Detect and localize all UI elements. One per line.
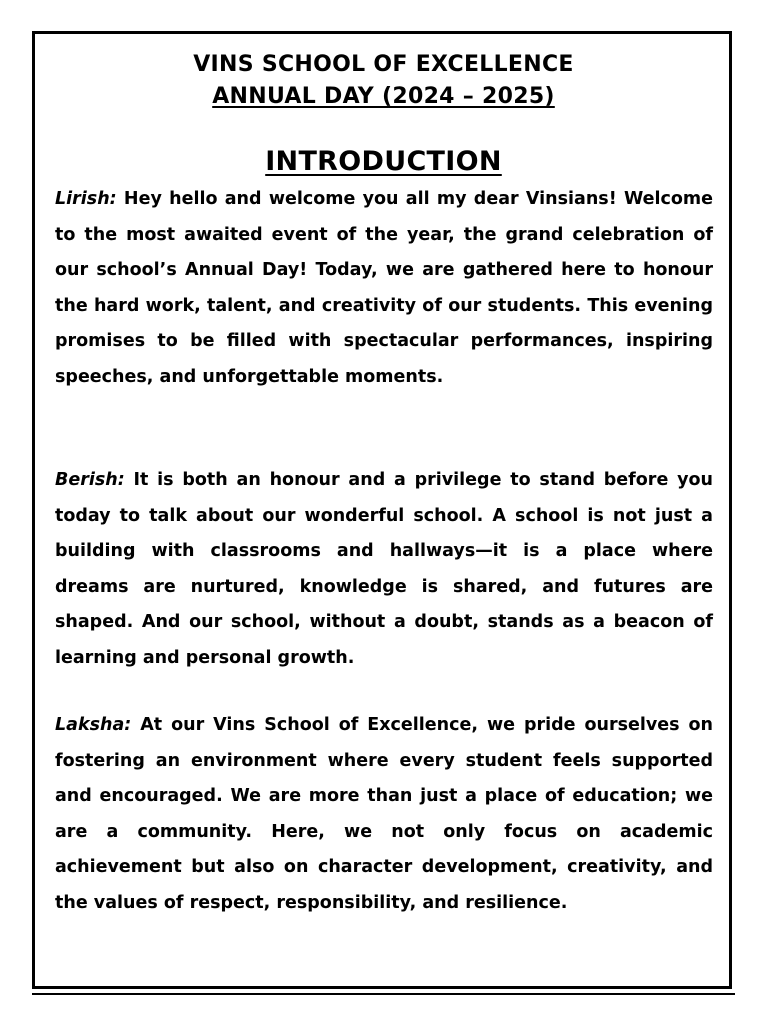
paragraph-text: It is both an honour and a privilege to stand before you today to talk about our wonderful school. A school is not just a building with classrooms and hallways—it is a place where dreams are nurtured, knowledge is shared, and futures are shaped. And our school, without a doubt, stands as a beacon of learning and personal growth.: [55, 470, 713, 668]
paragraph-laksha: [55, 708, 713, 921]
event-title: ANNUAL DAY (2024 – 2025): [212, 84, 555, 109]
paragraph-text: At our Vins School of Excellence, we pride ourselves on fostering an environment where every student feels supported and encouraged. We are more than just a place of education; we are a community. Here, we not only focus on academic achievement but also on character development, creativity, and the values of respect, responsibility, and resilience.: [55, 715, 713, 913]
school-name: VINS SCHOOL OF EXCELLENCE: [193, 52, 574, 77]
paragraph-berish: [55, 463, 713, 676]
speaker-name: Berish:: [55, 470, 125, 490]
section-title: INTRODUCTION: [265, 146, 502, 177]
speaker-name: Lirish:: [55, 189, 117, 209]
paragraph-text: Hey hello and welcome you all my dear Vinsians! Welcome to the most awaited event of the year, the grand celebration of our school’s Annual Day! Today, we are gathered here to honour the hard work, talent, and creativity of our students. This evening promises to be filled with spectacular performances, inspiring speeches, and unforgettable moments.: [55, 189, 713, 387]
speaker-name: Laksha:: [55, 715, 132, 735]
page-border-bottom-line: [32, 993, 735, 995]
paragraph-lirish: [55, 182, 713, 395]
